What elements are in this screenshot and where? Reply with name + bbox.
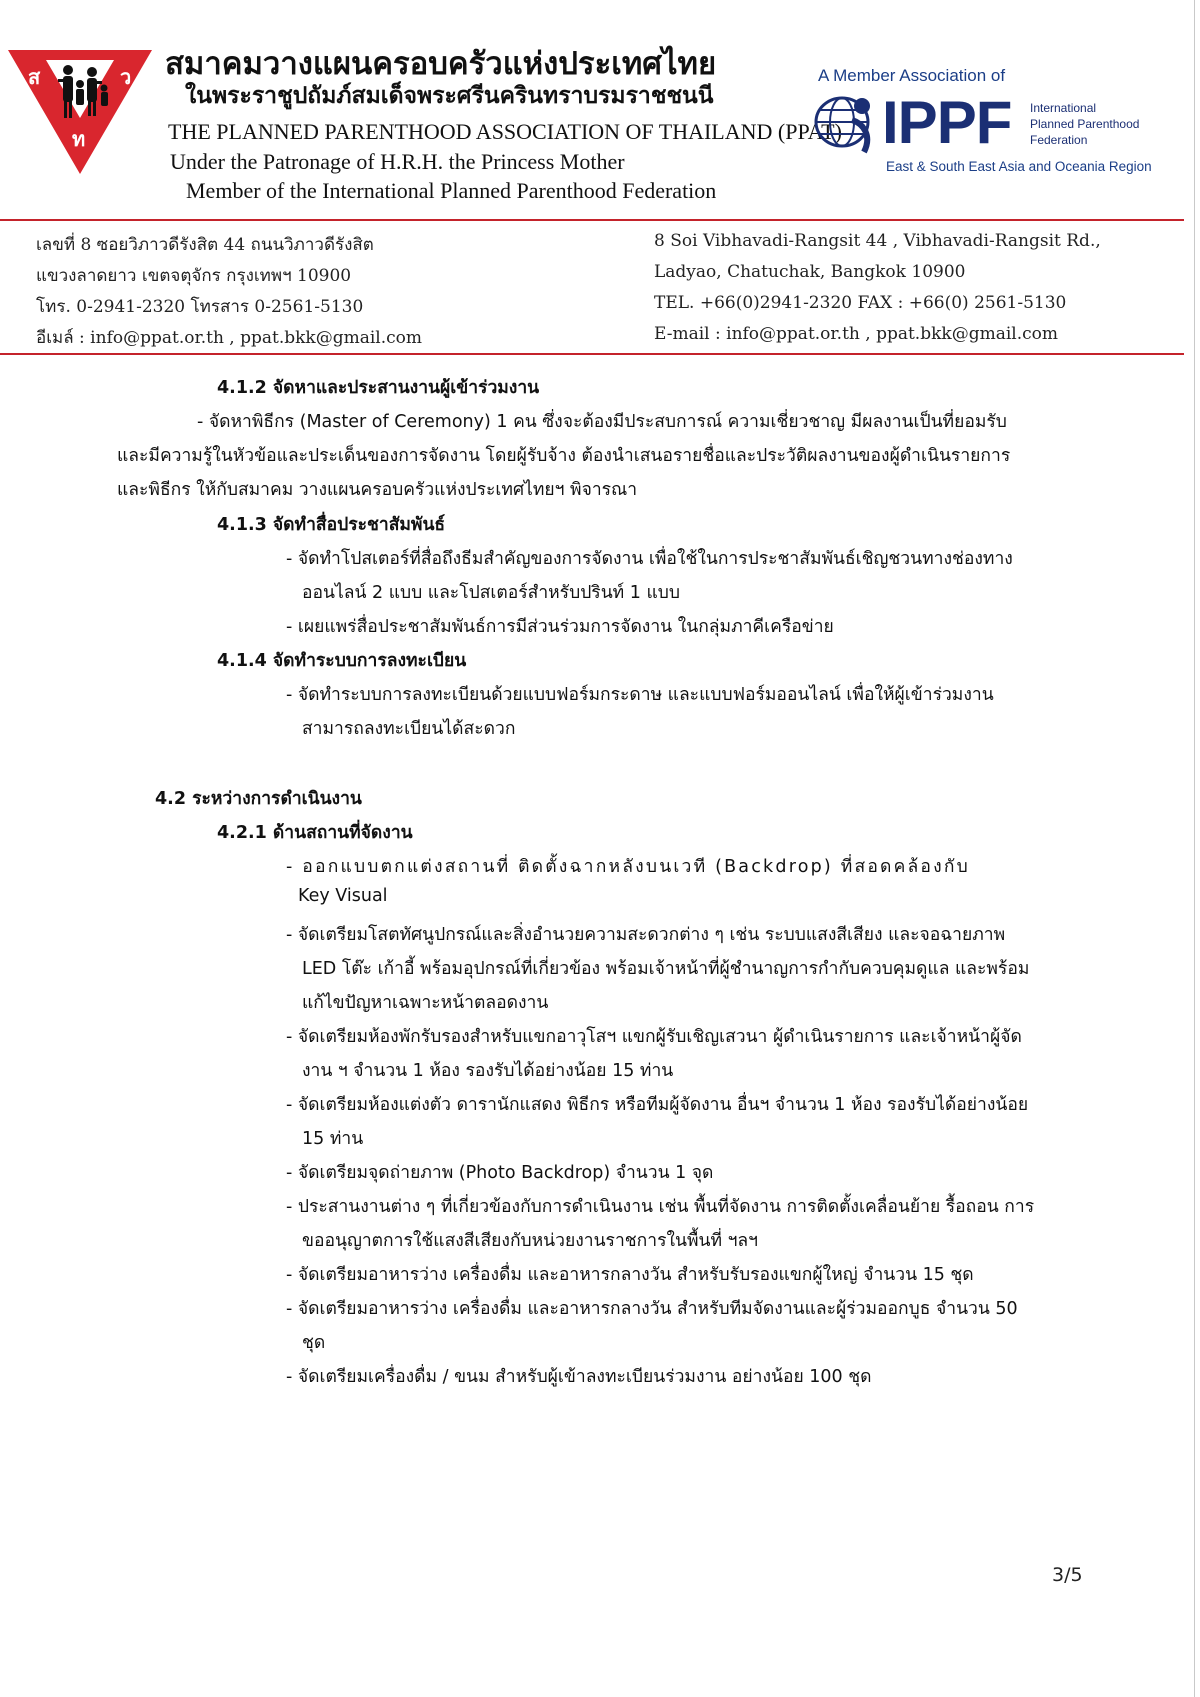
address-english-line: Ladyao, Chatuchak, Bangkok 10900 xyxy=(654,262,966,282)
logo-letter-2: ว xyxy=(120,65,132,89)
bullet-line: - ประสานงานต่าง ๆ ที่เกี่ยวข้องกับการดำเนินงาน เช่น พื้นที่จัดงาน การติดตั้งเคลื่อนย้าย รื้อถอน การ xyxy=(286,1197,1035,1217)
section-4-1-3-heading: 4.1.3 จัดทำสื่อประชาสัมพันธ์ xyxy=(217,515,446,535)
section-4-2-heading: 4.2 ระหว่างการดำเนินงาน xyxy=(155,789,362,809)
address-english-line: 8 Soi Vibhavadi-Rangsit 44 , Vibhavadi-Rangsit Rd., xyxy=(654,231,1101,251)
bullet-continuation: ขออนุญาตการใช้แสงสีเสียงกับหน่วยงานราชการในพื้นที่ ฯลฯ xyxy=(302,1231,758,1251)
section-4-1-4-heading: 4.1.4 จัดทำระบบการลงทะเบียน xyxy=(217,651,467,671)
bullet-continuation: ชุด xyxy=(302,1333,326,1353)
bullet-line: - ออกแบบตกแต่งสถานที่ ติดตั้งฉากหลังบนเวที (Backdrop) ที่สอดคล้องกับ xyxy=(286,857,970,877)
ippf-region-text: East & South East Asia and Oceania Region xyxy=(886,159,1152,174)
address-english-phone: TEL. +66(0)2941-2320 FAX : +66(0) 2561-5130 xyxy=(654,293,1067,313)
address-thai-line: แขวงลาดยาว เขตจตุจักร กรุงเทพฯ 10900 xyxy=(36,266,352,286)
org-name-thai: สมาคมวางแผนครอบครัวแห่งประเทศไทย xyxy=(165,46,717,82)
ippf-globe-icon xyxy=(812,92,882,158)
ippf-full-name-line: Planned Parenthood xyxy=(1030,117,1140,131)
address-english-email: E-mail : info@ppat.or.th , ppat.bkk@gmail.com xyxy=(654,324,1058,344)
org-patronage-thai: ในพระราชูปถัมภ์สมเด็จพระศรีนครินทราบรมราชชนนี xyxy=(185,83,714,109)
bullet-continuation: แก้ไขปัญหาเฉพาะหน้าตลอดงาน xyxy=(302,993,549,1013)
ppat-logo xyxy=(6,46,154,178)
logo-letter-1: ส xyxy=(28,65,41,89)
bullet-line: - จัดทำโปสเตอร์ที่สื่อถึงธีมสำคัญของการจัดงาน เพื่อใช้ในการประชาสัมพันธ์เชิญชวนทางช่องทาง xyxy=(286,549,1013,569)
paragraph-line: และพิธีกร ให้กับสมาคม วางแผนครอบครัวแห่งประเทศไทยฯ พิจารณา xyxy=(117,480,638,500)
logo-letter-3: ท xyxy=(72,127,86,151)
header-divider xyxy=(0,219,1184,221)
section-4-2-1-heading: 4.2.1 ด้านสถานที่จัดงาน xyxy=(217,823,413,843)
ippf-member-text: A Member Association of xyxy=(818,66,1006,85)
org-name-english: THE PLANNED PARENTHOOD ASSOCIATION OF THAILAND (PPAT) xyxy=(168,119,842,144)
paragraph-line: และมีความรู้ในหัวข้อและประเด็นของการจัดงาน โดยผู้รับจ้าง ต้องนำเสนอรายชื่อและประวัติผลงานของผู้ดำเนินรายการ xyxy=(117,446,1011,466)
bullet-continuation: Key Visual xyxy=(298,886,388,906)
bullet-line: - จัดเตรียมห้องแต่งตัว ดารานักแสดง พิธีกร หรือทีมผู้จัดงาน อื่นฯ จำนวน 1 ห้อง รองรับได้อย่างน้อย xyxy=(286,1095,1029,1115)
bullet-continuation: LED โต๊ะ เก้าอี้ พร้อมอุปกรณ์ที่เกี่ยวข้อง พร้อมเจ้าหน้าที่ผู้ชำนาญการกำกับควบคุมดูแล และพร้อม xyxy=(302,959,1030,979)
bullet-line: - เผยแพร่สื่อประชาสัมพันธ์การมีส่วนร่วมการจัดงาน ในกลุ่มภาคีเครือข่าย xyxy=(286,617,834,637)
org-patronage-english: Under the Patronage of H.R.H. the Princess Mother xyxy=(170,149,625,174)
ippf-wordmark: IPPF xyxy=(882,89,1012,156)
address-divider xyxy=(0,353,1184,355)
bullet-continuation: ออนไลน์ 2 แบบ และโปสเตอร์สำหรับปรินท์ 1 แบบ xyxy=(302,583,680,603)
address-thai-phone: โทร. 0-2941-2320 โทรสาร 0-2561-5130 xyxy=(36,297,364,317)
bullet-line: - จัดเตรียมโสตทัศนูปกรณ์และสิ่งอำนวยความสะดวกต่าง ๆ เช่น ระบบแสงสีเสียง และจอฉายภาพ xyxy=(286,925,1006,945)
paragraph-line: - จัดหาพิธีกร (Master of Ceremony) 1 คน ซึ่งจะต้องมีประสบการณ์ ความเชี่ยวชาญ มีผลงานเป็นที่ยอมรับ xyxy=(197,412,1007,432)
ippf-full-name xyxy=(1030,100,1170,148)
bullet-continuation: 15 ท่าน xyxy=(302,1129,364,1149)
address-thai-email: อีเมล์ : info@ppat.or.th , ppat.bkk@gmail.com xyxy=(36,328,423,348)
bullet-continuation: งาน ฯ จำนวน 1 ห้อง รองรับได้อย่างน้อย 15 ท่าน xyxy=(302,1061,674,1081)
bullet-continuation: สามารถลงทะเบียนได้สะดวก xyxy=(302,719,516,739)
bullet-line: - จัดเตรียมจุดถ่ายภาพ (Photo Backdrop) จำนวน 1 จุด xyxy=(286,1163,714,1183)
scan-edge-line xyxy=(1194,0,1195,1697)
page-number: 3/5 xyxy=(1052,1564,1083,1586)
org-membership-english: Member of the International Planned Parenthood Federation xyxy=(186,178,717,203)
bullet-line: - จัดเตรียมห้องพักรับรองสำหรับแขกอาวุโสฯ แขกผู้รับเชิญเสวนา ผู้ดำเนินรายการ และเจ้าหน้าผู้จัด xyxy=(286,1027,1022,1047)
bullet-line: - จัดทำระบบการลงทะเบียนด้วยแบบฟอร์มกระดาษ และแบบฟอร์มออนไลน์ เพื่อให้ผู้เข้าร่วมงาน xyxy=(286,685,994,705)
bullet-line: - จัดเตรียมอาหารว่าง เครื่องดื่ม และอาหารกลางวัน สำหรับทีมจัดงานและผู้ร่วมออกบูธ จำนวน 50 xyxy=(286,1299,1018,1319)
ippf-full-name-line: Federation xyxy=(1030,133,1088,147)
address-thai-line: เลขที่ 8 ซอยวิภาวดีรังสิต 44 ถนนวิภาวดีรังสิต xyxy=(36,235,374,255)
bullet-line: - จัดเตรียมอาหารว่าง เครื่องดื่ม และอาหารกลางวัน สำหรับรับรองแขกผู้ใหญ่ จำนวน 15 ชุด xyxy=(286,1265,974,1285)
ippf-full-name-line: International xyxy=(1030,101,1097,115)
section-4-1-2-heading: 4.1.2 จัดหาและประสานงานผู้เข้าร่วมงาน xyxy=(217,378,540,398)
bullet-line: - จัดเตรียมเครื่องดื่ม / ขนม สำหรับผู้เข้าลงทะเบียนร่วมงาน อย่างน้อย 100 ชุด xyxy=(286,1367,872,1387)
